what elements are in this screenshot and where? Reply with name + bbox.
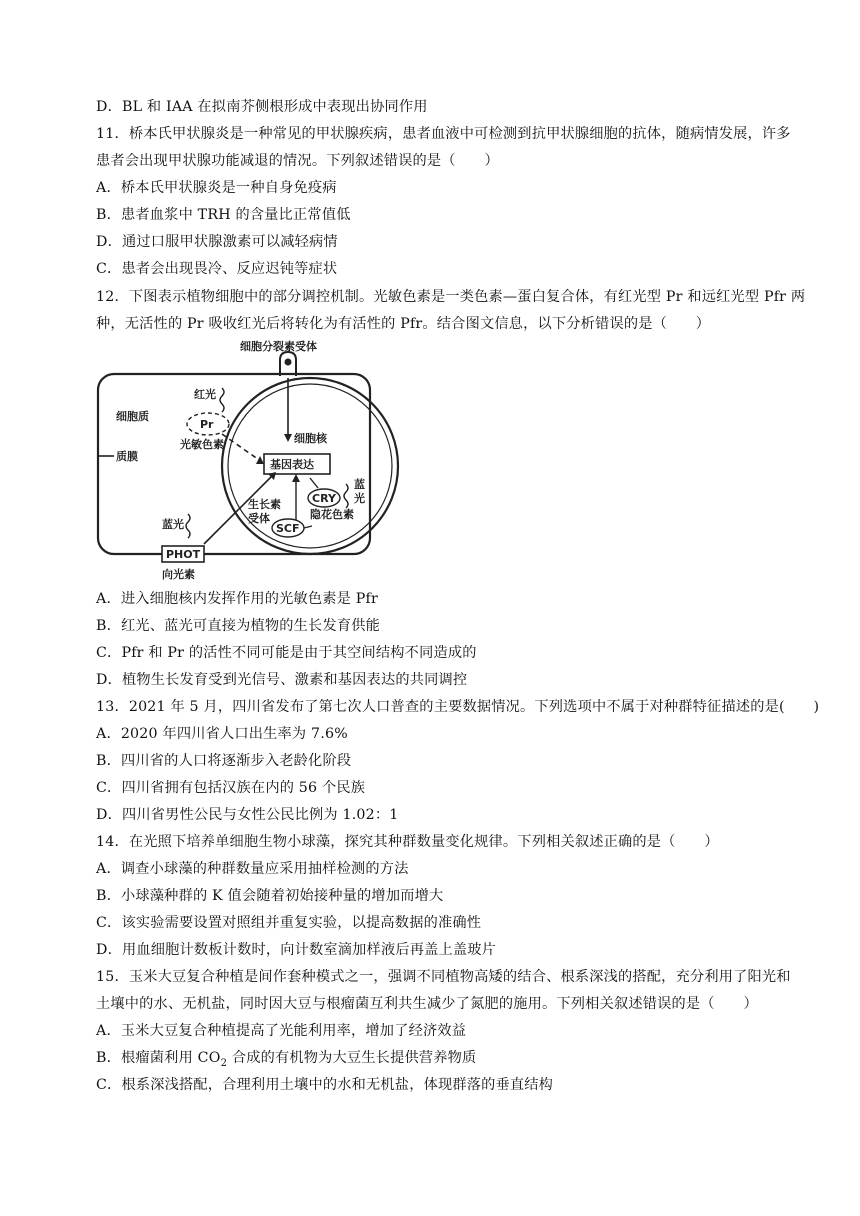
label-blue-light-right-2: 光 <box>354 492 365 505</box>
label-scf: SCF <box>276 522 300 535</box>
option-11b: B．患者血浆中 TRH 的含量比正常值低 <box>96 207 351 223</box>
label-phot: PHOT <box>166 548 201 561</box>
question-11-stem: 11．桥本氏甲状腺炎是一种常见的甲状腺疾病，患者血液中可检测到抗甲状腺细胞的抗体，随病情发展，许多 <box>96 126 791 142</box>
option-11a: A．桥本氏甲状腺炎是一种自身免疫病 <box>96 180 337 196</box>
label-pr: Pr <box>200 418 214 431</box>
question-13-stem: 13．2021 年 5 月，四川省发布了第七次人口普查的主要数据情况。下列选项中不属于对种群特征描述的是( ) <box>96 699 820 715</box>
question-15-stem: 15．玉米大豆复合种植是间作套种模式之一，强调不同植物高矮的结合、根系深浅的搭配，充分利用了阳光和 <box>96 969 791 985</box>
label-cytoplasm: 细胞质 <box>116 410 149 423</box>
label-gene-expression: 基因表达 <box>270 458 314 471</box>
label-membrane: 质膜 <box>116 450 138 463</box>
option-14a: A．调查小球藻的种群数量应采用抽样检测的方法 <box>96 861 409 877</box>
label-blue-light-left: 蓝光 <box>162 518 184 531</box>
option-12b: B．红光、蓝光可直接为植物的生长发育供能 <box>96 618 380 634</box>
label-phytochrome: 光敏色素 <box>180 438 224 451</box>
option-12d: D．植物生长发育受到光信号、激素和基因表达的共同调控 <box>96 672 468 688</box>
option-15c: C．根系深浅搭配，合理利用土壤中的水和无机盐，体现群落的垂直结构 <box>96 1077 554 1093</box>
option-15b-part2: 合成的有机物为大豆生长提供营养物质 <box>227 1050 477 1066</box>
label-cryptochrome: 隐花色素 <box>310 508 354 521</box>
label-auxin-receptor-1: 生长素 <box>248 498 281 511</box>
option-15a: A．玉米大豆复合种植提高了光能利用率，增加了经济效益 <box>96 1023 467 1039</box>
option-15b-part1: B．根瘤菌利用 CO <box>96 1050 221 1066</box>
option-14c: C．该实验需要设置对照组并重复实验，以提高数据的准确性 <box>96 915 482 931</box>
co2-subscript: 2 <box>220 1057 228 1069</box>
cell-regulation-diagram <box>96 338 418 584</box>
label-cry: CRY <box>312 492 336 505</box>
label-nucleus: 细胞核 <box>294 432 327 445</box>
option-15b <box>96 1048 476 1068</box>
option-14d: D．用血细胞计数板计数时，向计数室滴加样液后再盖上盖玻片 <box>96 942 497 958</box>
question-15-stem-cont: 土壤中的水、无机盐，同时因大豆与根瘤菌互利共生减少了氮肥的施用。下列相关叙述错误的是（ ） <box>96 996 758 1012</box>
question-12-stem: 12．下图表示植物细胞中的部分调控机制。光敏色素是一类色素—蛋白复合体，有红光型 Pr 和远红光型 Pfr 两 <box>96 289 806 305</box>
label-blue-light-right-1: 蓝 <box>354 478 365 491</box>
label-red-light: 红光 <box>194 388 216 401</box>
option-11c: C．患者会出现畏冷、反应迟钝等症状 <box>96 261 338 277</box>
option-12c: C．Pfr 和 Pr 的活性不同可能是由于其空间结构不同造成的 <box>96 645 477 661</box>
option-14b: B．小球藻种群的 K 值会随着初始接种量的增加而增大 <box>96 888 444 904</box>
label-cytokinin-receptor: 细胞分裂素受体 <box>240 340 317 353</box>
question-11-stem-cont: 患者会出现甲状腺功能减退的情况。下列叙述错误的是（ ） <box>96 153 499 169</box>
option-13c: C．四川省拥有包括汉族在内的 56 个民族 <box>96 780 366 796</box>
option-13d: D．四川省男性公民与女性公民比例为 1.02：1 <box>96 807 399 823</box>
question-14-stem: 14．在光照下培养单细胞生物小球藻，探究其种群数量变化规律。下列相关叙述正确的是（ ） <box>96 834 719 850</box>
option-12a: A．进入细胞核内发挥作用的光敏色素是 Pfr <box>96 591 378 607</box>
option-10d: D．BL 和 IAA 在拟南芥侧根形成中表现出协同作用 <box>96 99 428 115</box>
option-13b: B．四川省的人口将逐渐步入老龄化阶段 <box>96 753 352 769</box>
label-phototropin: 向光素 <box>162 568 195 581</box>
option-13a: A．2020 年四川省人口出生率为 7.6% <box>96 726 348 742</box>
label-auxin-receptor-2: 受体 <box>248 512 270 525</box>
question-12-stem-cont: 种，无活性的 Pr 吸收红光后将转化为有活性的 Pfr。结合图文信息，以下分析错误的是（ ） <box>96 316 711 332</box>
option-11d: D．通过口服甲状腺激素可以减轻病情 <box>96 234 338 250</box>
